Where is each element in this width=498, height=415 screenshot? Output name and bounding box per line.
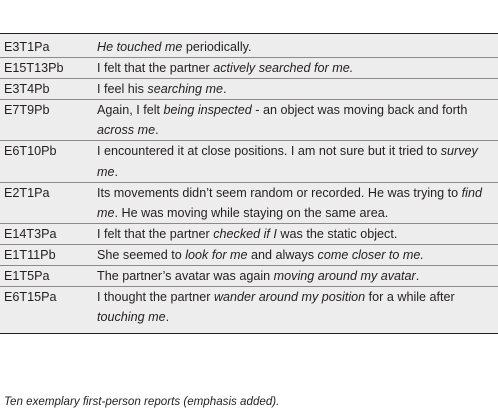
report-emphasis: survey me <box>97 144 478 179</box>
report-text: I thought the partner <box>97 290 214 305</box>
report-text: I encountered it at close positions. I am not sure but it tried to <box>97 144 441 159</box>
report-cell <box>97 34 498 58</box>
report-emphasis: He touched me <box>97 40 183 54</box>
report-text: . <box>223 82 227 97</box>
report-text: . <box>415 269 420 284</box>
trial-id-cell: E7T9Pb <box>0 100 97 141</box>
table-row <box>0 266 498 287</box>
table-caption: Ten exemplary first-person reports (emphasis added). <box>4 395 280 408</box>
table-row <box>0 141 498 182</box>
report-text: . <box>165 310 170 325</box>
trial-id-cell: E1T5Pa <box>0 266 97 287</box>
report-cell <box>97 182 498 223</box>
report-emphasis: look for me <box>185 247 248 262</box>
report-emphasis: searching me <box>147 82 224 97</box>
report-cell <box>97 244 498 265</box>
report-cell <box>97 266 498 287</box>
report-text: Its movements didn’t seem random or recorded. He was trying to <box>97 185 462 200</box>
report-text: I felt that the partner <box>97 61 214 76</box>
table-row <box>0 244 498 265</box>
report-cell <box>97 58 498 79</box>
report-text: for a while after <box>365 290 455 305</box>
table-row <box>0 182 498 223</box>
trial-id-cell: E2T1Pa <box>0 182 97 223</box>
report-cell <box>97 100 498 141</box>
table-row <box>0 34 498 58</box>
report-cell <box>97 141 498 182</box>
report-text: and always <box>247 247 318 262</box>
report-text: The partner’s avatar was again <box>97 269 274 284</box>
report-emphasis: checked if I <box>213 226 277 241</box>
trial-id-cell: E1T11Pb <box>0 244 97 265</box>
table-body <box>0 34 498 334</box>
report-cell <box>97 79 498 100</box>
table-row <box>0 287 498 334</box>
report-emphasis: touching me <box>97 310 166 325</box>
table-row <box>0 100 498 141</box>
table-row <box>0 79 498 100</box>
report-emphasis: come closer to me. <box>317 247 424 262</box>
table-row <box>0 223 498 244</box>
report-emphasis: moving around my avatar <box>273 269 416 284</box>
trial-id-cell: E6T10Pb <box>0 141 97 182</box>
report-emphasis: being inspected <box>163 103 252 118</box>
report-text: Again, I felt <box>97 103 164 118</box>
report-text: She seemed to <box>97 247 186 262</box>
trial-id-cell: E3T1Pa <box>4 40 50 54</box>
header-background <box>0 0 498 33</box>
trial-id-cell: E14T3Pa <box>0 223 97 244</box>
report-text: periodically. <box>182 40 252 54</box>
report-emphasis: actively searched for me. <box>213 61 354 76</box>
report-text: I feel his <box>97 82 148 97</box>
trial-id-cell: E3T4Pb <box>0 79 97 100</box>
report-emphasis: find me <box>97 185 482 220</box>
report-cell <box>97 287 498 334</box>
report-text: - an object was moving back and forth <box>251 103 468 118</box>
report-cell <box>97 223 498 244</box>
report-text: was the static object. <box>276 226 398 241</box>
report-text: I felt that the partner <box>97 226 214 241</box>
report-text: . <box>155 123 159 138</box>
table-row <box>0 58 498 79</box>
report-emphasis: across me <box>97 123 156 138</box>
trial-id-cell: E6T15Pa <box>0 287 97 334</box>
report-text: . <box>114 164 118 179</box>
trial-id-cell: E15T13Pb <box>0 58 97 79</box>
report-text: . He was moving while staying on the same area. <box>114 205 389 220</box>
report-emphasis: wander around my position <box>213 290 366 305</box>
